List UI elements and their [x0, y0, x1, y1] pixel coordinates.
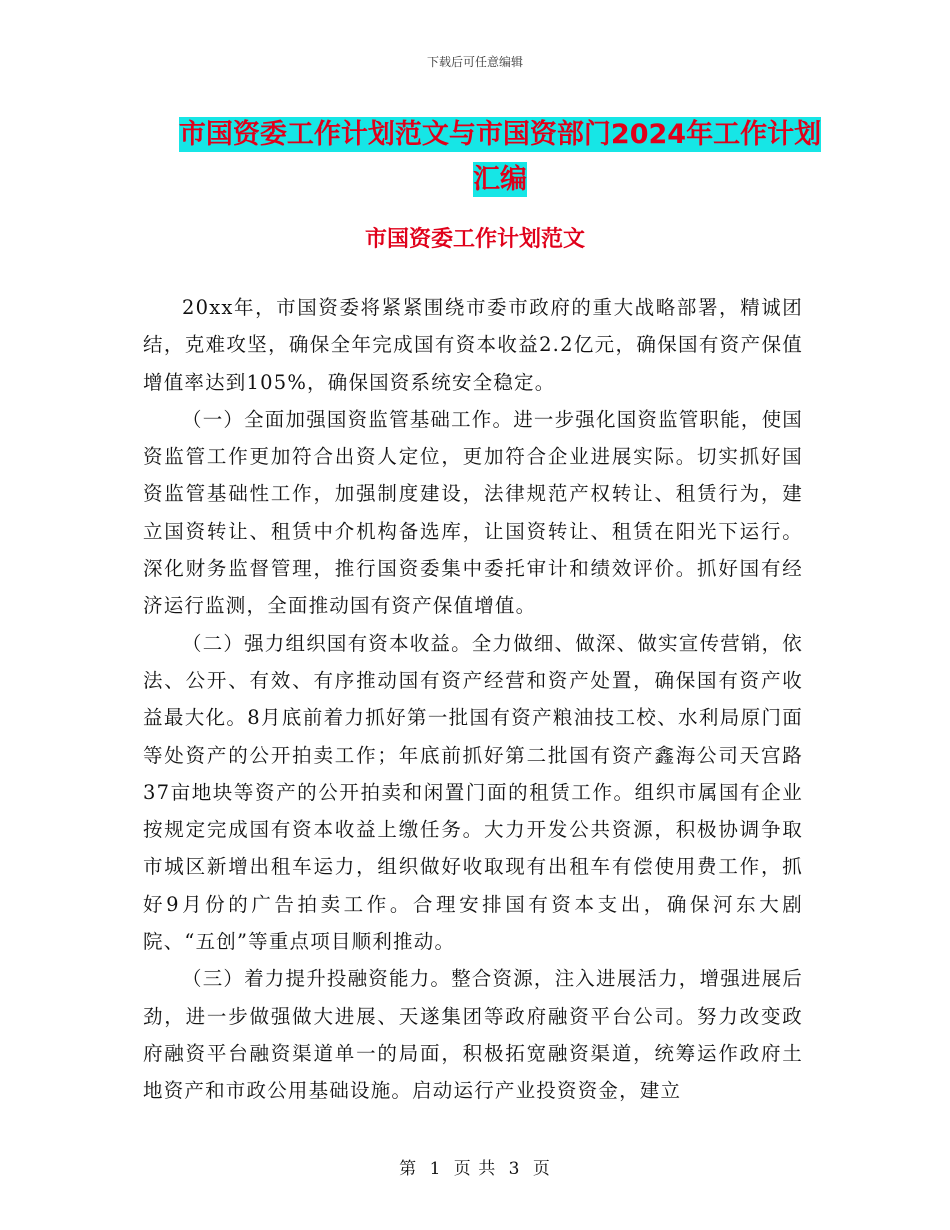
- paragraph-intro: 20xx年，市国资委将紧紧围绕市委市政府的重大战略部署，精诚团结，克难攻坚，确保全年完成国有资本收益2.2亿元，确保国有资产保值增值率达到105%，确保国资系统安全稳定。: [143, 296, 803, 394]
- footer-suffix: 页: [532, 1159, 551, 1179]
- document-title: [150, 112, 850, 202]
- title-line-2: 汇编: [473, 164, 527, 195]
- paragraph-item-2: （二）强力组织国有资本收益。全力做细、做深、做实宣传营销，依法、公开、有效、有序推动国有资产经营和资产处置，确保国有资产收益最大化。8月底前着力抓好第一批国有资产粮油技工校、水利局原门面等处资产的公开拍卖工作；年底前抓好第二批国有资产鑫海公司天宫路37亩地块等资产的公开拍卖和闲置门面的租赁工作。组织市属国有企业按规定完成国有资本收益上缴任务。大力开发公共资源，积极协调争取市城区新增出租车运力，组织做好收取现有出租车有偿使用费工作，抓好9月份的广告拍卖工作。合理安排国有资本支出，确保河东大剧院、“五创”等重点项目顺利推动。: [143, 631, 804, 954]
- footer-total-pages: 3: [508, 1159, 521, 1179]
- section-subtitle: 市国资委工作计划范文: [364, 227, 585, 252]
- header-note: 下载后可任意编辑: [426, 55, 523, 69]
- footer-prefix: 第: [399, 1159, 418, 1179]
- title-line-1: 市国资委工作计划范文与市国资部门2024年工作计划: [178, 119, 822, 150]
- page-footer: [0, 1154, 950, 1179]
- footer-middle: 页 共: [453, 1159, 497, 1179]
- footer-page-number: 1: [429, 1159, 442, 1179]
- document-body: [143, 289, 803, 1110]
- paragraph-item-3: （三）着力提升投融资能力。整合资源，注入进展活力，增强进展后劲，进一步做强做大进展、天遂集团等政府融资平台公司。努力改变政府融资平台融资渠道单一的局面，积极拓宽融资渠道，统筹运作政府土地资产和市政公用基础设施。启动运行产业投资资金，建立: [143, 967, 804, 1103]
- paragraph-item-1: （一）全面加强国资监管基础工作。进一步强化国资监管职能，使国资监管工作更加符合出资人定位，更加符合企业进展实际。切实抓好国资监管基础性工作，加强制度建设，法律规范产权转让、租赁行为，建立国资转让、租赁中介机构备选库，让国资转让、租赁在阳光下运行。深化财务监督管理，推行国资委集中委托审计和绩效评价。抓好国有经济运行监测，全面推动国有资产保值增值。: [143, 407, 804, 618]
